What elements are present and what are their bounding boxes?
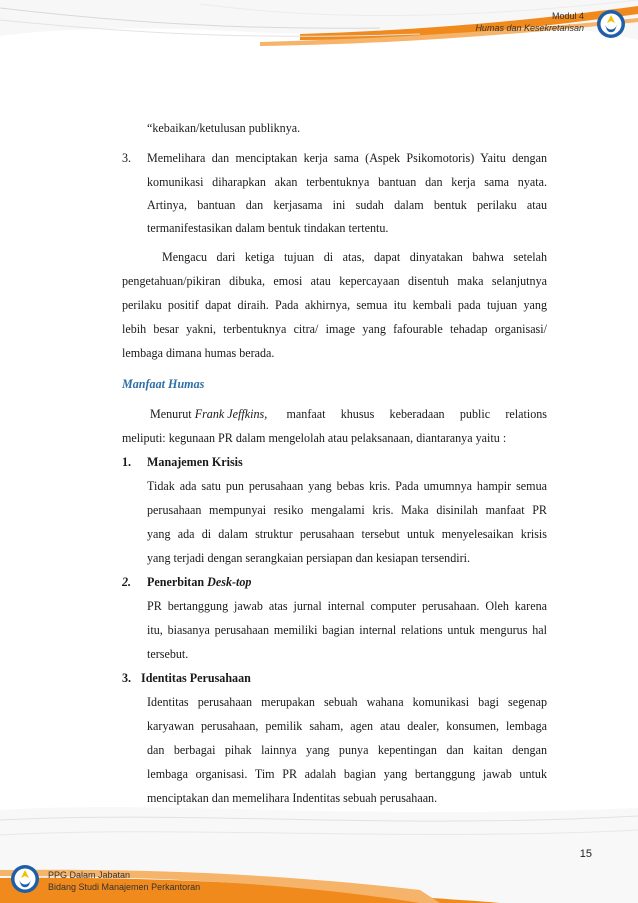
intro-line2: meliputi: kegunaan PR dalam mengelolah atau pelaksanaan, diantaranya yaitu : [122,431,507,445]
footer-text-block [48,869,200,893]
list-item-line: menciptakan dan memelihara Indentitas sebuah perusahaan. [147,791,438,805]
tut-wuri-logo-icon [596,9,626,39]
module-label: Modul 4 [551,11,584,21]
list-item-line: tersebut. [147,647,189,661]
list-item-line: Tidak ada satu pun perusahaan yang bebas kris. Pada umumnya hampir semua [147,479,547,493]
item3-line: Artinya, bantuan dan kerjasama ini sudah dalam bentuk perilaku atau [147,198,547,212]
item3-line: Memelihara dan menciptakan kerja sama (Aspek Psikomotoris) Yaitu dengan [147,151,547,165]
intro-prefix: Menurut [150,407,195,421]
footer-line1: PPG Dalam Jabatan [48,870,131,880]
section-heading: Manfaat Humas [122,377,205,391]
paragraph-line: pengetahuan/pikiran dibuka, emosi atau kepercayaan disentuh maka selanjutnya [122,274,547,288]
list-item-number: 1. [122,455,132,469]
item3-line: komunikasi diharapkan akan terbentuknya bantuan dan kerja sama nyata. [147,175,547,189]
list-item-line: yang terjadi dengan serangkaian persiapan dan kesiapan tersendiri. [147,551,471,565]
list-item-title [147,575,251,590]
list-item-title: Identitas Perusahaan [141,671,251,685]
paragraph-line: lebih besar yakni, terbentuknya citra/ image yang fafourable tehadap organisasi/ [122,322,547,336]
list-item-number: 2. [122,575,132,589]
list-item-title-emphasis: Desk-top [207,575,252,589]
item3-number: 3. [122,151,132,165]
list-item-line: Identitas perusahaan merupakan sebuah wahana komunikasi bagi segenap [147,695,547,709]
continuation-line: “kebaikan/ketulusan publiknya. [147,121,301,135]
list-item-title-prefix: Penerbitan [147,575,208,589]
module-subtitle: Humas dan Kesekretarisan [475,23,584,33]
item3-line: termanifestasikan dalam bentuk tindakan tertentu. [147,221,389,235]
tut-wuri-logo-icon [10,864,40,894]
intro-line [150,407,547,422]
list-item-line: karyawan perusahaan, pemilik saham, agen atau dealer, konsumen, lembaga [147,719,547,733]
intro-suffix: manfaat khusus keberadaan public relations [271,407,547,421]
list-item-line: yang ada di dalam struktur perusahaan tersebut untuk menyelesaikan krisis [147,527,547,541]
list-item-line: dan berbagai pihak lainnya yang punya kepentingan dan kaitan dengan [147,743,547,757]
footer-line2: Bidang Studi Manajemen Perkantoran [48,882,201,892]
list-item-line: itu, biasanya perusahaan memiliki bagian internal relations untuk mengurus hal [147,623,547,637]
list-item-number: 3. [122,671,132,685]
list-item-line: perusahaan mempunyai resiko mengalami kris. Maka disinilah manfaat PR [147,503,547,517]
list-item-title: Manajemen Krisis [147,455,243,469]
paragraph-line: Mengacu dari ketiga tujuan di atas, dapat dinyatakan bahwa setelah [162,250,547,264]
header-title-block [475,10,584,34]
intro-author: Frank Jeffkins, [194,407,268,421]
paragraph-line: lembaga dimana humas berada. [122,346,275,360]
list-item-line: PR bertanggung jawab atas jurnal internal computer perusahaan. Oleh karena [147,599,547,613]
list-item-line: lembaga organisasi. Tim PR adalah bagian yang bertanggung jawab untuk [147,767,547,781]
page-number: 15 [579,848,592,860]
paragraph-line: perilaku positif dapat diraih. Pada akhirnya, semua itu kembali pada tujuan yang [122,298,547,312]
